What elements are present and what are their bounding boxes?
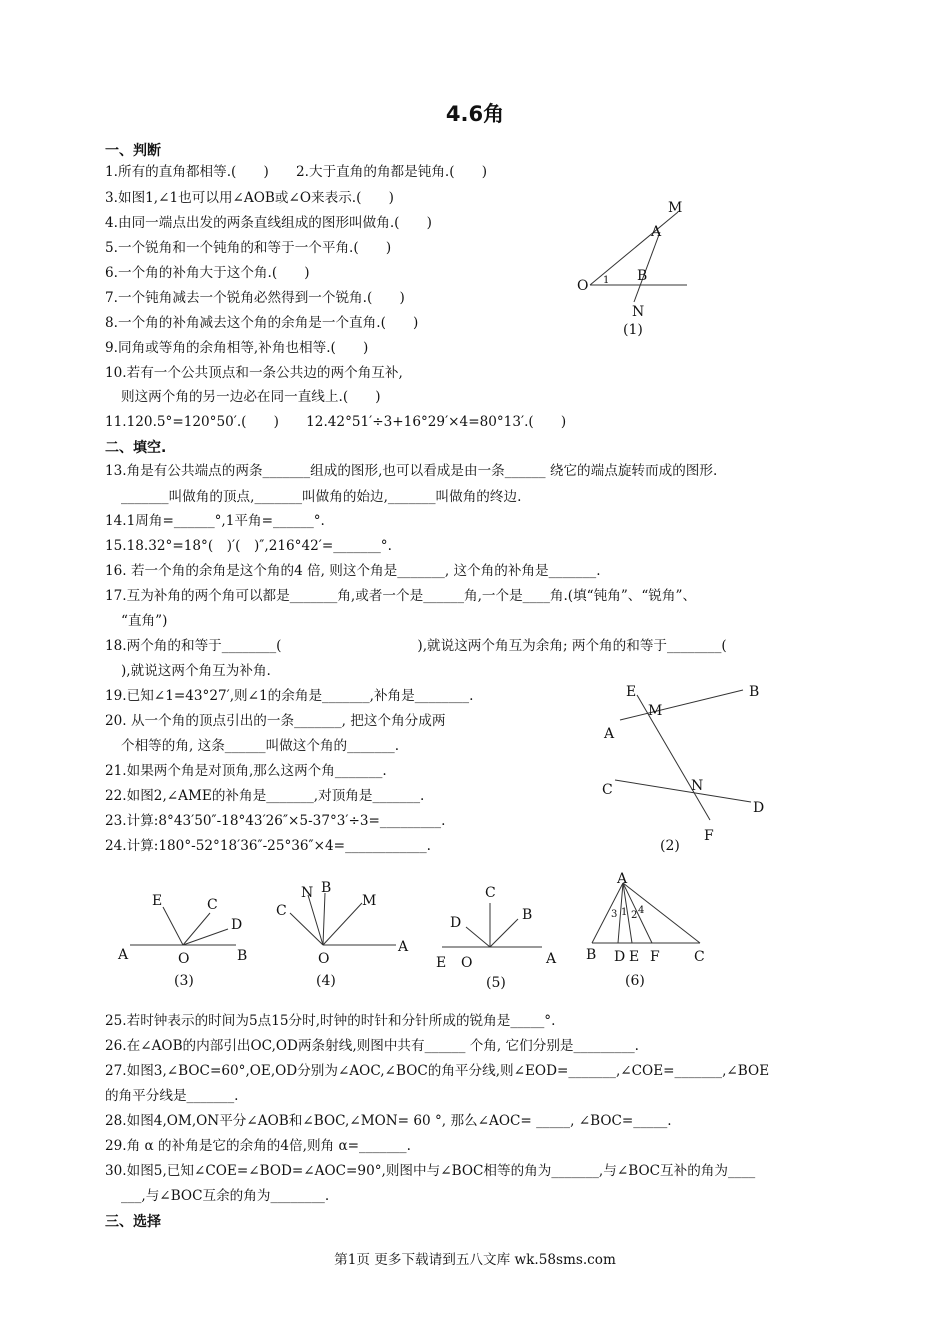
figure-4 [270, 875, 420, 995]
fig3-label-e: E [152, 893, 163, 909]
question-30-cont: ___,与∠BOC互余的角为________. [121, 1188, 330, 1204]
question-26: 26.在∠AOB的内部引出OC,OD两条射线,则图中共有______ 个角, 它们分别是_________. [105, 1038, 640, 1054]
question-7: 7.一个钝角减去一个锐角必然得到一个锐角.( ) [105, 290, 405, 306]
fig2-label-b: B [749, 684, 760, 700]
question-1-2: 1.所有的直角都相等.( ) 2.大于直角的角都是钝角.( ) [105, 164, 488, 180]
fig5-label-c: C [485, 885, 496, 901]
fig4-label-a: A [398, 939, 409, 955]
fig2-label-d: D [753, 800, 765, 816]
figure-3 [110, 885, 260, 995]
question-23: 23.计算:8°43′50″-18°43′26″×5-37°3′÷3=_________. [105, 813, 446, 829]
fig5-ray-ob [490, 919, 518, 947]
fig5-label-o: O [461, 955, 473, 971]
fig2-label-n: N [691, 778, 704, 794]
question-14: 14.1周角=______°,1平角=______°. [105, 513, 325, 529]
fig6-label-a: A [617, 871, 628, 887]
fig1-label-o: O [577, 278, 589, 294]
question-21: 21.如果两个角是对顶角,那么这两个角_______. [105, 763, 387, 779]
fig2-label-m: M [648, 703, 663, 719]
question-29: 29.角 α 的补角是它的余角的4倍,则角 α=_______. [105, 1138, 411, 1154]
fig1-label-b: B [637, 268, 648, 284]
question-8: 8.一个角的补角减去这个角的余角是一个直角.( ) [105, 315, 419, 331]
fig3-label-d: D [231, 917, 243, 933]
question-18: 18.两个角的和等于________( ),就说这两个角互为余角; 两个角的和等于________( [105, 638, 727, 654]
question-9: 9.同角或等角的余角相等,补角也相等.( ) [105, 340, 369, 356]
question-19: 19.已知∠1=43°27′,则∠1的余角是_______,补角是________. [105, 688, 474, 704]
question-27: 27.如图3,∠BOC=60°,OE,OD分别为∠AOC,∠BOC的角平分线,则∠EOD=_______,∠COE=_______,∠BOE [105, 1063, 770, 1079]
fig6-label-b: B [586, 947, 597, 963]
fig4-caption: (4) [316, 973, 336, 989]
fig4-label-m: M [362, 893, 377, 909]
fig2-caption: (2) [660, 838, 680, 854]
question-13: 13.角是有公共端点的两条_______组成的图形,也可以看成是由一条______ 绕它的端点旋转而成的图形. [105, 463, 718, 479]
figure-6 [580, 865, 720, 995]
fig6-label-f: F [650, 949, 660, 965]
fig1-label-n: N [632, 304, 645, 320]
question-22: 22.如图2,∠AME的补角是_______,对顶角是_______. [105, 788, 425, 804]
fig4-label-n: N [301, 885, 314, 901]
fig2-label-f: F [704, 828, 714, 844]
page-title: 4.6角 [445, 102, 505, 126]
fig3-caption: (3) [174, 973, 194, 989]
fig1-caption: (1) [623, 322, 643, 338]
fig4-label-o: O [318, 951, 330, 967]
question-10-cont: 则这两个角的另一边必在同一直线上.( ) [121, 389, 381, 405]
question-18-cont: ),就说这两个角互为补角. [121, 663, 271, 679]
question-20: 20. 从一个角的顶点引出的一条_______, 把这个角分成两 [105, 713, 446, 729]
fig3-label-b: B [237, 948, 248, 964]
section-choice: 三、选择 [105, 1214, 161, 1230]
figure-1 [560, 190, 720, 350]
fig6-label-angle-3: 3 [611, 909, 618, 920]
fig5-label-b: B [522, 907, 533, 923]
question-27-cont: 的角平分线是_______. [105, 1088, 239, 1104]
question-30: 30.如图5,已知∠COE=∠BOD=∠AOC=90°,则图中与∠BOC相等的角为_______,与∠BOC互补的角为____ [105, 1163, 756, 1179]
question-16: 16. 若一个角的余角是这个角的4 倍, 则这个角是_______, 这个角的补角是_______. [105, 563, 601, 579]
fig3-ray-oe [163, 907, 183, 945]
question-13-cont: _______叫做角的顶点,_______叫做角的始边,_______叫做角的终边. [121, 489, 522, 505]
fig6-label-e: E [629, 949, 640, 965]
question-17-cont: “直角”) [121, 613, 168, 629]
figure-5 [430, 875, 570, 995]
fig4-ray-ob [323, 893, 325, 945]
question-24: 24.计算:180°-52°18′36″-25°36″×4=____________. [105, 838, 431, 854]
question-25: 25.若时钟表示的时间为5点15分时,时钟的时针和分针所成的锐角是_____°. [105, 1013, 556, 1029]
question-20-cont: 个相等的角, 这条______叫做这个角的_______. [121, 738, 400, 754]
fig5-ray-od [466, 927, 490, 947]
question-28: 28.如图4,OM,ON平分∠AOB和∠BOC,∠MON= 60 °, 那么∠AOC= _____, ∠BOC=_____. [105, 1113, 672, 1129]
fig5-caption: (5) [486, 975, 506, 991]
fig2-label-c: C [602, 782, 613, 798]
fig6-label-angle-2: 2 [631, 910, 638, 921]
fig6-caption: (6) [625, 973, 645, 989]
fig2-label-e: E [626, 684, 637, 700]
fig4-label-c: C [276, 903, 287, 919]
fig6-label-angle-4: 4 [638, 905, 645, 916]
fig1-label-a: A [651, 224, 662, 240]
question-11-12: 11.120.5°=120°50′.( ) 12.42°51′÷3+16°29′×4=80°13′.( ) [105, 414, 567, 430]
question-10: 10.若有一个公共顶点和一条公共边的两个角互补, [105, 365, 403, 381]
question-3: 3.如图1,∠1也可以用∠AOB或∠O来表示.( ) [105, 190, 394, 206]
fig6-label-c: C [694, 949, 705, 965]
question-5: 5.一个锐角和一个钝角的和等于一个平角.( ) [105, 240, 392, 256]
page-footer: 第1页 更多下载请到五八文库 wk.58sms.com [334, 1252, 616, 1268]
fig1-line-an [634, 232, 660, 302]
question-15: 15.18.32°=18°( )′( )″,216°42′=_______°. [105, 538, 392, 554]
fig2-line-cd [615, 780, 751, 802]
figure-2 [595, 680, 785, 855]
fig3-label-c: C [207, 897, 218, 913]
fig6-label-angle-1: 1 [621, 907, 628, 918]
fig2-line-ab [620, 690, 743, 720]
fig1-label-angle-1: 1 [603, 275, 610, 286]
section-fill-in: 二、填空. [105, 440, 167, 456]
fig4-label-b: B [321, 880, 332, 896]
section-judgement: 一、判断 [105, 143, 161, 159]
question-17: 17.互为补角的两个角可以都是_______角,或者一个是______角,一个是____角.(填“钝角”、“锐角”、 [105, 588, 697, 604]
fig2-label-a: A [604, 726, 615, 742]
fig4-ray-om [323, 903, 362, 945]
fig5-label-a: A [546, 951, 557, 967]
fig5-label-d: D [450, 915, 462, 931]
question-4: 4.由同一端点出发的两条直线组成的图形叫做角.( ) [105, 215, 432, 231]
fig1-label-m: M [668, 200, 683, 216]
fig6-label-d: D [614, 949, 626, 965]
fig5-label-e: E [436, 955, 447, 971]
question-6: 6.一个角的补角大于这个角.( ) [105, 265, 310, 281]
fig3-label-a: A [118, 947, 129, 963]
fig3-label-o: O [178, 951, 190, 967]
